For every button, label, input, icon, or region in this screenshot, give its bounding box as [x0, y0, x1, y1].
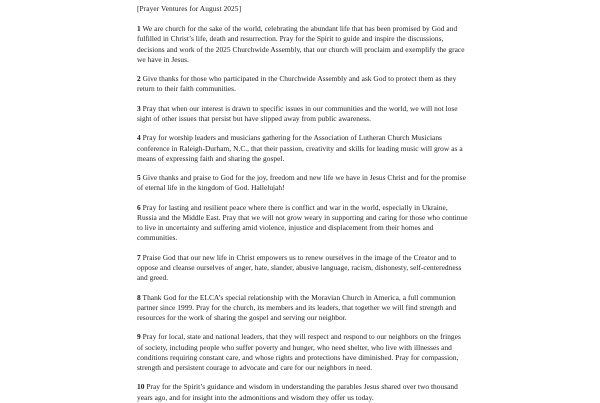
prayer-item-number: 4 — [137, 133, 141, 143]
prayer-item-text: We are church for the sake of the world, celebrating the abundant life that has been promised by God and fulfilled in Christ’s life, death and resurrection. Pray for the Spirit to guide and inspire the discussions, decisions and work of the 2025 Churchwide Assembly, that our church will proclaim and exemplify the grace we have in Jesus. — [137, 24, 465, 64]
prayer-item-text: Give thanks and praise to God for the joy, freedom and new life we have in Jesus Christ and for the promise of eternal life in the kingdom of God. Hallelujah! — [137, 173, 466, 193]
prayer-item — [137, 104, 468, 124]
prayer-item-number: 8 — [137, 292, 141, 302]
prayer-item-text: Pray for worship leaders and musicians gathering for the Association of Lutheran Church Musicians conference in Raleigh-Durham, N.C., that their passion, creativity and skills for leading music will grow as a means of expressing faith and sharing the gospel. — [137, 133, 463, 163]
prayer-item-number: 2 — [137, 74, 141, 84]
prayer-item-text: Pray for local, state and national leaders, that they will respect and respond to our neighbors on the fringes of society, including people who suffer poverty and hunger, who need shelter, who live with illnesses and conditions requiring constant care, and whose rights and protections have diminished. Pray for compassion, strength and persistent courage to advocate and care for our neighbors in need. — [137, 332, 461, 372]
prayer-item — [137, 133, 468, 164]
prayer-item — [137, 173, 468, 193]
prayer-item-text: Pray for the Spirit’s guidance and wisdom in understanding the parables Jesus shared over two thousand years ago, and for insight into the admonitions and wisdom they offer us today. — [137, 382, 458, 402]
prayer-item-number: 9 — [137, 332, 141, 342]
prayer-item-number: 7 — [137, 252, 141, 262]
prayer-item-text: Give thanks for those who participated in the Churchwide Assembly and ask God to protect them as they return to their faith communities. — [137, 74, 457, 94]
prayer-item — [137, 332, 468, 373]
document-title: [Prayer Ventures for August 2025] — [137, 4, 242, 13]
prayer-item-number: 3 — [137, 103, 141, 113]
prayer-item-text: Praise God that our new life in Christ empowers us to renew ourselves in the image of the Creator and to oppose and cleanse ourselves of anger, hate, slander, abusive language, racism, dishonesty, self-centeredness and greed. — [137, 252, 462, 283]
prayer-item — [137, 74, 468, 94]
prayer-item — [137, 253, 468, 284]
prayer-item-number: 1 — [137, 24, 141, 34]
prayer-item-number: 10 — [137, 382, 145, 392]
prayer-item-text: Pray that when our interest is drawn to specific issues in our communities and the world, we will not lose sight of other issues that persist but have slipped away from public awareness. — [137, 103, 458, 123]
prayer-item — [137, 203, 468, 244]
prayer-item-number: 6 — [137, 202, 141, 212]
prayer-item-number: 5 — [137, 173, 141, 183]
prayer-item-text: Thank God for the ELCA’s special relationship with the Moravian Church in America, a full communion partner since 1999. Pray for the church, its members and its leaders, that together we will find strength and resources for the work of sharing the gospel and serving our neighbor. — [137, 292, 457, 322]
prayer-item — [137, 24, 468, 65]
prayer-item — [137, 293, 468, 324]
document-text-column — [137, 4, 468, 403]
prayer-item-text: Pray for lasting and resilient peace where there is conflict and war in the world, especially in Ukraine, Russia and the Middle East. Pray that we will not grow weary in supporting and caring for those who continue to live in uncertainty and suffering amid violence, injustice and displacement from their homes and communities. — [137, 202, 468, 243]
